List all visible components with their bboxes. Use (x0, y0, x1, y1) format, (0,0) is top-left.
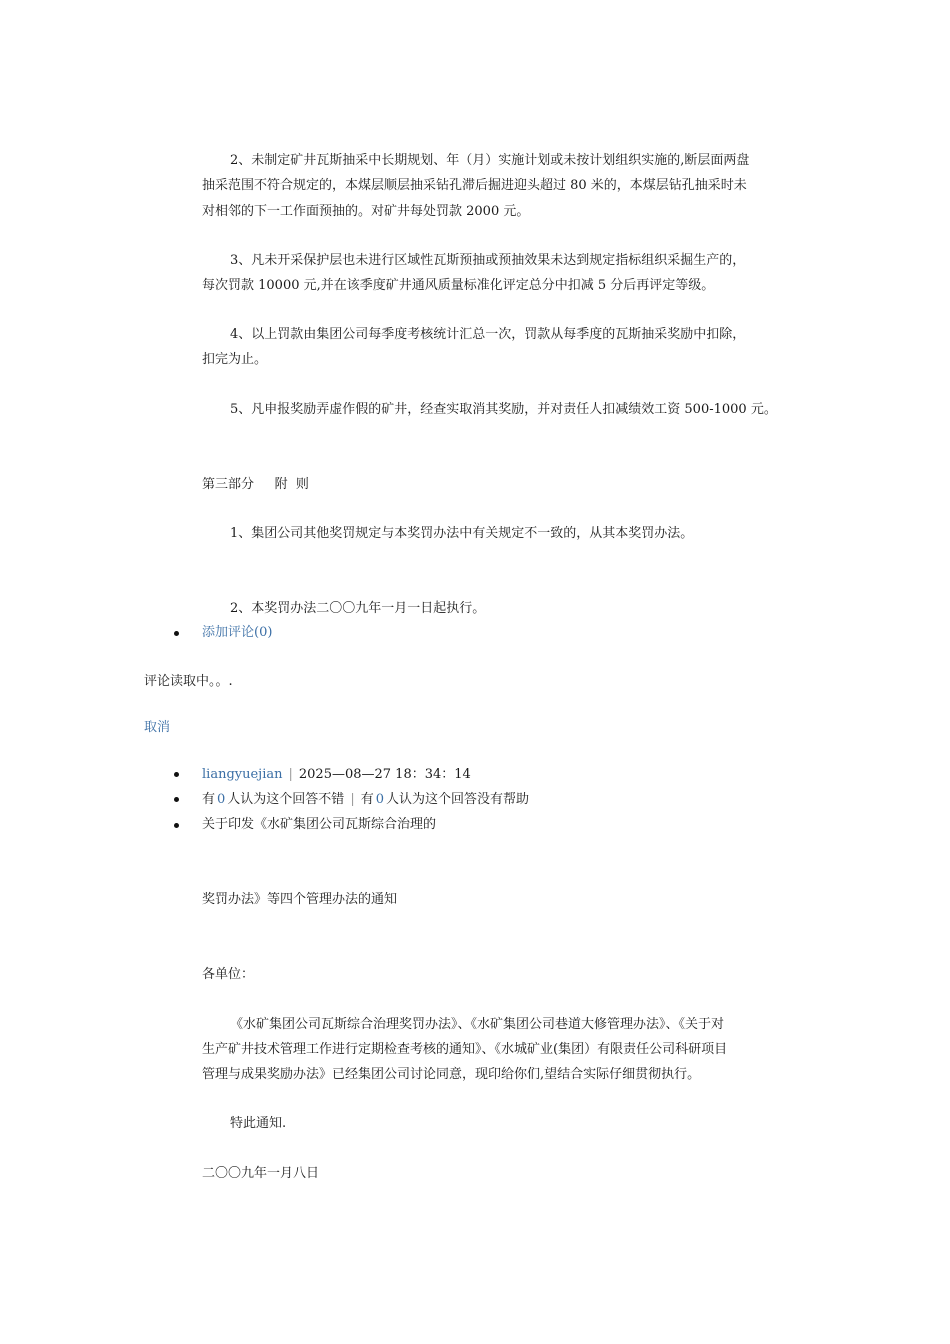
helpful-count[interactable]: 0 (217, 792, 226, 807)
notice-body-line-3: 管理与成果奖励办法》已经集团公司讨论同意，现印给你们,望结合实际仔细贯彻执行。 (202, 1067, 701, 1082)
notice-closing: 特此通知. (230, 1116, 287, 1131)
bullet-icon (174, 797, 179, 802)
paragraph-2-line-2: 抽采范围不符合规定的，本煤层顺层抽采钻孔滞后掘进迎头超过 80 米的，本煤层钻孔抽采时未 (202, 178, 747, 193)
notice-title-line-2: 奖罚办法》等四个管理办法的通知 (202, 892, 398, 907)
paragraph-3-line-2: 每次罚款 10000 元,并在该季度矿井通风质量标准化评定总分中扣减 5 分后再评定等级。 (202, 278, 715, 293)
part3-heading: 第三部分 附 则 (202, 477, 309, 492)
unhelpful-prefix: 有 (360, 792, 374, 807)
rule-1: 1、集团公司其他奖罚规定与本奖罚办法中有关规定不一致的，从其本奖罚办法。 (230, 526, 694, 541)
paragraph-2-line-3: 对相邻的下一工作面预抽的。对矿井每处罚款 2000 元。 (202, 204, 530, 219)
separator: | (288, 767, 293, 782)
answer-timestamp: 2025—08—27 18：34：14 (298, 767, 471, 782)
bullet-icon (174, 631, 179, 636)
paragraph-5: 5、凡申报奖励弄虚作假的矿井，经查实取消其奖励，并对责任人扣减绩效工资 500-1000 元。 (230, 402, 777, 417)
notice-body-line-2: 生产矿井技术管理工作进行定期检查考核的通知》、《水城矿业(集团）有限责任公司科研项目 (202, 1042, 728, 1057)
unhelpful-text: 人认为这个回答没有帮助 (386, 792, 530, 807)
notice-salutation: 各单位： (202, 967, 255, 982)
notice-date: 二〇〇九年一月八日 (202, 1166, 320, 1181)
rule-2: 2、本奖罚办法二〇〇九年一月一日起执行。 (230, 601, 486, 616)
paragraph-2-line-1: 2、未制定矿井瓦斯抽采中长期规划、年（月）实施计划或未按计划组织实施的,断层面两盘 (230, 153, 750, 168)
answer-meta (202, 766, 471, 784)
bullet-icon (174, 823, 179, 828)
answer-rating (202, 791, 529, 809)
separator: | (350, 792, 355, 807)
add-comment-link[interactable]: 添加评论(0) (202, 625, 273, 640)
helpful-text: 人认为这个回答不错 (227, 792, 345, 807)
bullet-icon (174, 772, 179, 777)
paragraph-4-line-1: 4、以上罚款由集团公司每季度考核统计汇总一次，罚款从每季度的瓦斯抽采奖励中扣除， (230, 327, 746, 342)
paragraph-3-line-1: 3、凡未开采保护层也未进行区域性瓦斯预抽或预抽效果未达到规定指标组织采掘生产的， (230, 253, 746, 268)
comments-loading-text: 评论读取中。。. (144, 674, 233, 689)
notice-body-line-1: 《水矿集团公司瓦斯综合治理奖罚办法》、《水矿集团公司巷道大修管理办法》、《关于对 (230, 1017, 725, 1032)
unhelpful-count[interactable]: 0 (375, 792, 384, 807)
paragraph-4-line-2: 扣完为止。 (202, 352, 268, 367)
helpful-prefix: 有 (202, 792, 216, 807)
answer-username-link[interactable]: liangyuejian (202, 767, 283, 782)
notice-title-line-1: 关于印发《水矿集团公司瓦斯综合治理的 (202, 817, 437, 832)
cancel-link[interactable]: 取消 (144, 720, 171, 735)
